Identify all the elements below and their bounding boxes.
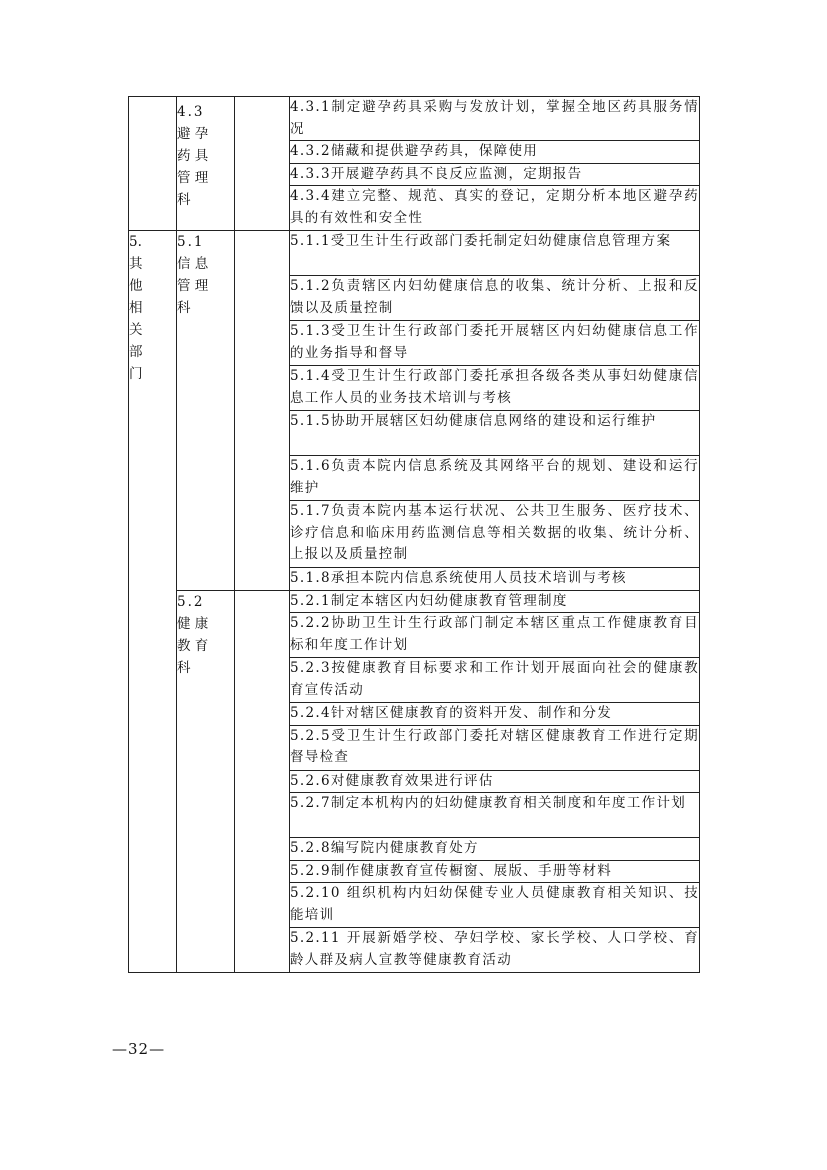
blank-cell <box>235 590 290 973</box>
subsection-name-line: 管 理 <box>177 170 209 186</box>
duty-item: 5.1.5协助开展辖区妇幼健康信息网络的建设和运行维护 <box>290 411 700 456</box>
duty-item: 5.1.2负责辖区内妇幼健康信息的收集、统计分析、上报和反馈以及质量控制 <box>290 276 700 321</box>
table-row <box>129 97 700 141</box>
subsection-name-line: 信 息 <box>177 256 209 272</box>
duty-item: 5.1.1受卫生计生行政部门委托制定妇幼健康信息管理方案 <box>290 231 700 276</box>
duty-item: 5.2.8编写院内健康教育处方 <box>290 838 700 861</box>
duty-item: 5.2.11 开展新婚学校、孕妇学校、家长学校、人口学校、育龄人群及病人宣教等健康教育活动 <box>290 928 700 973</box>
category-line: 他 <box>129 278 143 294</box>
duty-item: 5.2.6对健康教育效果进行评估 <box>290 770 700 793</box>
category-cell-empty <box>129 97 177 231</box>
category-line: 相 <box>129 300 143 316</box>
category-line: 门 <box>129 366 143 382</box>
duty-item: 5.2.7制定本机构内的妇幼健康教育相关制度和年度工作计划 <box>290 793 700 838</box>
subsection-5-2 <box>177 590 235 973</box>
duty-item: 4.3.1制定避孕药具采购与发放计划，掌握全地区药具服务情况 <box>290 97 700 141</box>
subsection-number: 5.1 <box>177 234 205 250</box>
subsection-name-line: 科 <box>177 659 191 676</box>
duty-item: 5.1.8承担本院内信息系统使用人员技术培训与考核 <box>290 568 700 591</box>
subsection-number: 5.2 <box>177 593 205 610</box>
subsection-name-line: 科 <box>177 192 191 208</box>
subsection-name-line: 健 康 <box>177 615 209 632</box>
table-row <box>129 590 700 613</box>
subsection-name-line: 避 孕 <box>177 126 209 142</box>
blank-cell <box>235 97 290 231</box>
subsection-4-3 <box>177 97 235 231</box>
subsection-number: 4.3 <box>177 104 205 120</box>
table-row <box>129 231 700 276</box>
duty-item: 5.2.5受卫生计生行政部门委托对辖区健康教育工作进行定期督导检查 <box>290 725 700 770</box>
duty-item: 5.1.6负责本院内信息系统及其网络平台的规划、建设和运行维护 <box>290 456 700 501</box>
category-line: 5. <box>129 234 142 250</box>
duty-item: 5.2.3按健康教育目标要求和工作计划开展面向社会的健康教育宣传活动 <box>290 658 700 703</box>
blank-cell <box>235 231 290 591</box>
duty-table <box>128 96 700 973</box>
duty-item: 5.2.4针对辖区健康教育的资料开发、制作和分发 <box>290 703 700 726</box>
subsection-name-line: 管 理 <box>177 278 209 294</box>
category-line: 部 <box>129 344 143 360</box>
duty-item: 5.1.3受卫生计生行政部门委托开展辖区内妇幼健康信息工作的业务指导和督导 <box>290 321 700 366</box>
subsection-name-line: 教 育 <box>177 637 209 654</box>
page-number: —32— <box>112 1040 166 1058</box>
duty-item: 5.1.7负责本院内基本运行状况、公共卫生服务、医疗技术、诊疗信息和临床用药监测信息等相关数据的收集、统计分析、上报以及质量控制 <box>290 501 700 568</box>
duty-item: 5.2.2协助卫生计生行政部门制定本辖区重点工作健康教育目标和年度工作计划 <box>290 613 700 658</box>
duty-item: 4.3.2储藏和提供避孕药具，保障使用 <box>290 141 700 164</box>
category-5 <box>129 231 177 973</box>
duty-item: 4.3.4建立完整、规范、真实的登记，定期分析本地区避孕药具的有效性和安全性 <box>290 186 700 231</box>
duty-item: 5.2.10 组织机构内妇幼保健专业人员健康教育相关知识、技能培训 <box>290 883 700 928</box>
duty-item: 5.2.1制定本辖区内妇幼健康教育管理制度 <box>290 590 700 613</box>
duty-table-body <box>129 97 700 973</box>
duty-item: 4.3.3开展避孕药具不良反应监测，定期报告 <box>290 163 700 186</box>
duty-item: 5.1.4受卫生计生行政部门委托承担各级各类从事妇幼健康信息工作人员的业务技术培训与考核 <box>290 366 700 411</box>
subsection-name-line: 科 <box>177 300 191 316</box>
category-line: 关 <box>129 322 143 338</box>
duty-item: 5.2.9制作健康教育宣传橱窗、展版、手册等材料 <box>290 860 700 883</box>
category-line: 其 <box>129 256 143 272</box>
subsection-5-1 <box>177 231 235 591</box>
subsection-name-line: 药 具 <box>177 148 209 164</box>
